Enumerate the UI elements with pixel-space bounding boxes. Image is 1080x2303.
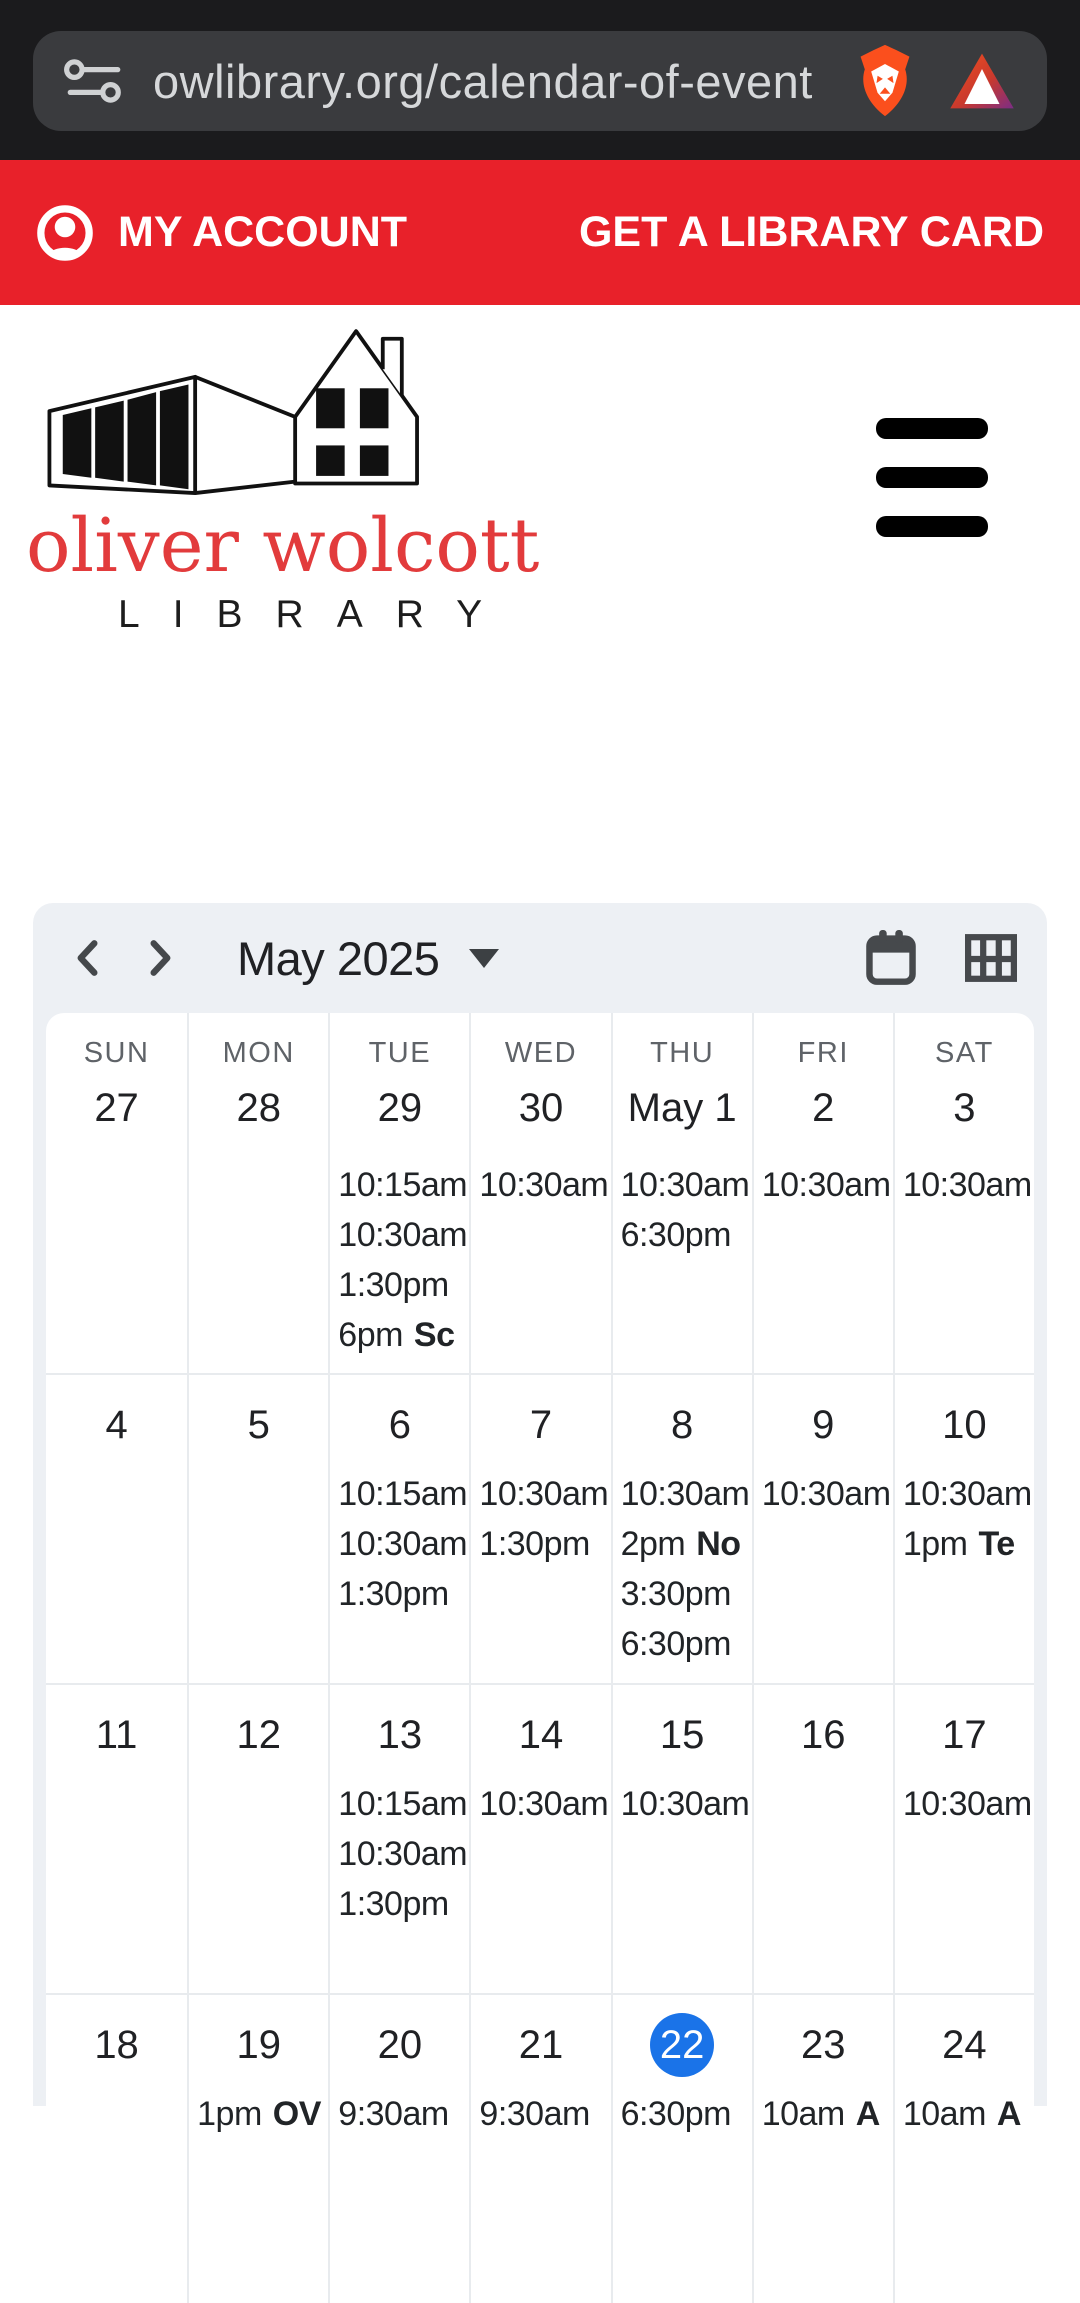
- event-item[interactable]: 9:30am: [338, 2095, 449, 2133]
- day-cell-3[interactable]: [893, 1013, 1034, 1373]
- date-number[interactable]: 24: [942, 2023, 987, 2067]
- event-item[interactable]: 2pm No: [620, 1525, 741, 1563]
- date-number[interactable]: 3: [953, 1086, 976, 1130]
- day-cell-6[interactable]: [328, 1375, 469, 1683]
- day-cell-18[interactable]: [46, 1995, 187, 2303]
- event-item[interactable]: 10:15am: [338, 1475, 468, 1513]
- date-number[interactable]: 30: [518, 1086, 564, 1130]
- date-number[interactable]: 16: [801, 1713, 846, 1757]
- day-cell-29[interactable]: [328, 1013, 469, 1373]
- date-number[interactable]: 28: [236, 1086, 281, 1130]
- event-item[interactable]: 10:30am: [620, 1475, 750, 1513]
- event-item[interactable]: 1:30pm: [338, 1885, 449, 1923]
- date-number[interactable]: 2: [812, 1086, 835, 1130]
- event-item[interactable]: 10:30am: [902, 1166, 1032, 1204]
- date-number[interactable]: 11: [95, 1713, 138, 1757]
- day-cell-may-1[interactable]: [611, 1013, 752, 1373]
- month-dropdown-caret-icon[interactable]: [469, 949, 499, 968]
- event-item[interactable]: 6:30pm: [620, 2095, 731, 2133]
- event-item[interactable]: 6pm Sc: [338, 1316, 455, 1354]
- day-cell-19[interactable]: [187, 1995, 328, 2303]
- logo-subtitle: LIBRARY: [118, 593, 516, 636]
- browser-top-bar: [0, 0, 1080, 160]
- event-item[interactable]: 6:30pm: [620, 1216, 731, 1254]
- site-header: [0, 305, 1080, 903]
- day-cell-8[interactable]: [611, 1375, 752, 1683]
- event-item[interactable]: 10:15am: [338, 1785, 468, 1823]
- day-of-week-label: THU: [650, 1037, 715, 1069]
- hamburger-bar: [876, 467, 988, 488]
- brave-shield-icon[interactable]: [851, 42, 919, 120]
- day-cell-9[interactable]: [752, 1375, 893, 1683]
- day-of-week-label: SUN: [83, 1037, 150, 1069]
- date-number[interactable]: 6: [388, 1403, 411, 1447]
- event-item[interactable]: 9:30am: [479, 2095, 590, 2133]
- calendar-grid: [46, 1013, 1034, 2133]
- date-number[interactable]: 13: [377, 1713, 423, 1757]
- url-text[interactable]: owlibrary.org/calendar-of-event: [153, 54, 813, 108]
- date-number[interactable]: 23: [801, 2023, 846, 2067]
- day-cell-12[interactable]: [187, 1685, 328, 1993]
- date-number[interactable]: 5: [247, 1403, 270, 1447]
- date-number[interactable]: 18: [94, 2023, 139, 2067]
- event-item[interactable]: 10am A: [902, 2095, 1021, 2133]
- url-bar[interactable]: [33, 31, 1047, 131]
- day-of-week-label: WED: [504, 1037, 578, 1069]
- day-cell-11[interactable]: [46, 1685, 187, 1993]
- day-cell-17[interactable]: [893, 1685, 1034, 1993]
- event-item[interactable]: 10am A: [761, 2095, 880, 2133]
- date-number[interactable]: 21: [518, 2023, 564, 2067]
- day-cell-21[interactable]: [469, 1995, 610, 2303]
- day-of-week-label: MON: [222, 1037, 295, 1069]
- date-number[interactable]: 20: [377, 2023, 423, 2067]
- week-row: [46, 1993, 1034, 2303]
- date-number[interactable]: 14: [518, 1713, 564, 1757]
- day-cell-22[interactable]: [611, 1995, 752, 2303]
- day-of-week-label: SAT: [935, 1037, 994, 1069]
- bat-triangle-icon[interactable]: [947, 50, 1017, 112]
- event-item[interactable]: 6:30pm: [620, 1625, 731, 1663]
- grid-view-icon[interactable]: [961, 928, 1021, 988]
- calendar-widget: [33, 903, 1047, 2133]
- calendar-month-title[interactable]: May 2025: [237, 931, 440, 985]
- date-number[interactable]: 10: [942, 1403, 987, 1447]
- date-number[interactable]: 9: [812, 1403, 835, 1447]
- day-cell-14[interactable]: [469, 1685, 610, 1993]
- date-number[interactable]: 12: [236, 1713, 281, 1757]
- day-cell-16[interactable]: [752, 1685, 893, 1993]
- my-account-label: MY ACCOUNT: [118, 208, 408, 256]
- event-item[interactable]: 3:30pm: [620, 1575, 731, 1613]
- date-number[interactable]: 7: [529, 1403, 553, 1447]
- date-number[interactable]: 15: [659, 1713, 705, 1757]
- my-account-button[interactable]: [36, 204, 407, 262]
- day-view-calendar-icon[interactable]: [861, 928, 921, 988]
- get-library-card-link[interactable]: GET A LIBRARY CARD: [578, 208, 1044, 256]
- day-of-week-label: FRI: [797, 1037, 849, 1069]
- library-building-logo-illustration: [38, 323, 438, 510]
- hamburger-bar: [876, 418, 988, 439]
- event-item[interactable]: 10:15am: [338, 1166, 468, 1204]
- account-person-icon: [36, 204, 94, 262]
- event-item[interactable]: 1:30pm: [338, 1266, 449, 1304]
- day-cell-2[interactable]: [752, 1013, 893, 1373]
- day-cell-13[interactable]: [328, 1685, 469, 1993]
- day-cell-24[interactable]: [893, 1995, 1034, 2303]
- day-cell-7[interactable]: [469, 1375, 610, 1683]
- event-item[interactable]: 10:30am: [338, 1216, 468, 1254]
- date-number[interactable]: 17: [942, 1713, 987, 1757]
- event-item[interactable]: 10:30am: [479, 1785, 609, 1823]
- event-item[interactable]: 10:30am: [338, 1525, 468, 1563]
- date-number[interactable]: 4: [105, 1403, 128, 1447]
- hamburger-bar: [876, 516, 988, 537]
- date-number[interactable]: May 1: [627, 1086, 737, 1130]
- event-item[interactable]: 10:30am: [338, 1835, 468, 1873]
- date-number[interactable]: 29: [377, 1086, 423, 1130]
- event-item[interactable]: 10:30am: [479, 1166, 609, 1204]
- event-item[interactable]: 1:30pm: [479, 1525, 590, 1563]
- logo-wordmark[interactable]: oliver wolcott: [26, 503, 540, 589]
- event-item[interactable]: 10:30am: [761, 1475, 891, 1513]
- event-item[interactable]: 1pm Te: [902, 1525, 1015, 1563]
- account-bar: [0, 160, 1080, 305]
- event-item[interactable]: 10:30am: [620, 1166, 750, 1204]
- day-cell-23[interactable]: [752, 1995, 893, 2303]
- week-row: [46, 1013, 1034, 1373]
- previous-month-button[interactable]: [59, 930, 115, 986]
- day-cell-15[interactable]: [611, 1685, 752, 1993]
- day-cell-28[interactable]: [187, 1013, 328, 1373]
- day-cell-10[interactable]: [893, 1375, 1034, 1683]
- event-item[interactable]: 1:30pm: [338, 1575, 449, 1613]
- event-item[interactable]: 10:30am: [902, 1475, 1032, 1513]
- event-item[interactable]: 10:30am: [620, 1785, 750, 1823]
- tune-icon[interactable]: [63, 55, 125, 107]
- day-cell-5[interactable]: [187, 1375, 328, 1683]
- menu-hamburger-button[interactable]: [876, 418, 988, 537]
- day-cell-20[interactable]: [328, 1995, 469, 2303]
- date-number[interactable]: 27: [94, 1086, 139, 1130]
- calendar-header: [33, 903, 1047, 1013]
- day-cell-27[interactable]: [46, 1013, 187, 1373]
- event-item[interactable]: 10:30am: [761, 1166, 891, 1204]
- week-row: [46, 1373, 1034, 1683]
- day-of-week-label: TUE: [368, 1037, 432, 1069]
- day-cell-4[interactable]: [46, 1375, 187, 1683]
- date-number[interactable]: 8: [671, 1403, 694, 1447]
- event-item[interactable]: 10:30am: [902, 1785, 1032, 1823]
- day-cell-30[interactable]: [469, 1013, 610, 1373]
- event-item[interactable]: 1pm OV: [197, 2095, 321, 2133]
- date-number-today[interactable]: 22: [650, 2013, 714, 2077]
- date-number[interactable]: 19: [236, 2023, 281, 2067]
- next-month-button[interactable]: [133, 930, 189, 986]
- week-row: [46, 1683, 1034, 1993]
- event-item[interactable]: 10:30am: [479, 1475, 609, 1513]
